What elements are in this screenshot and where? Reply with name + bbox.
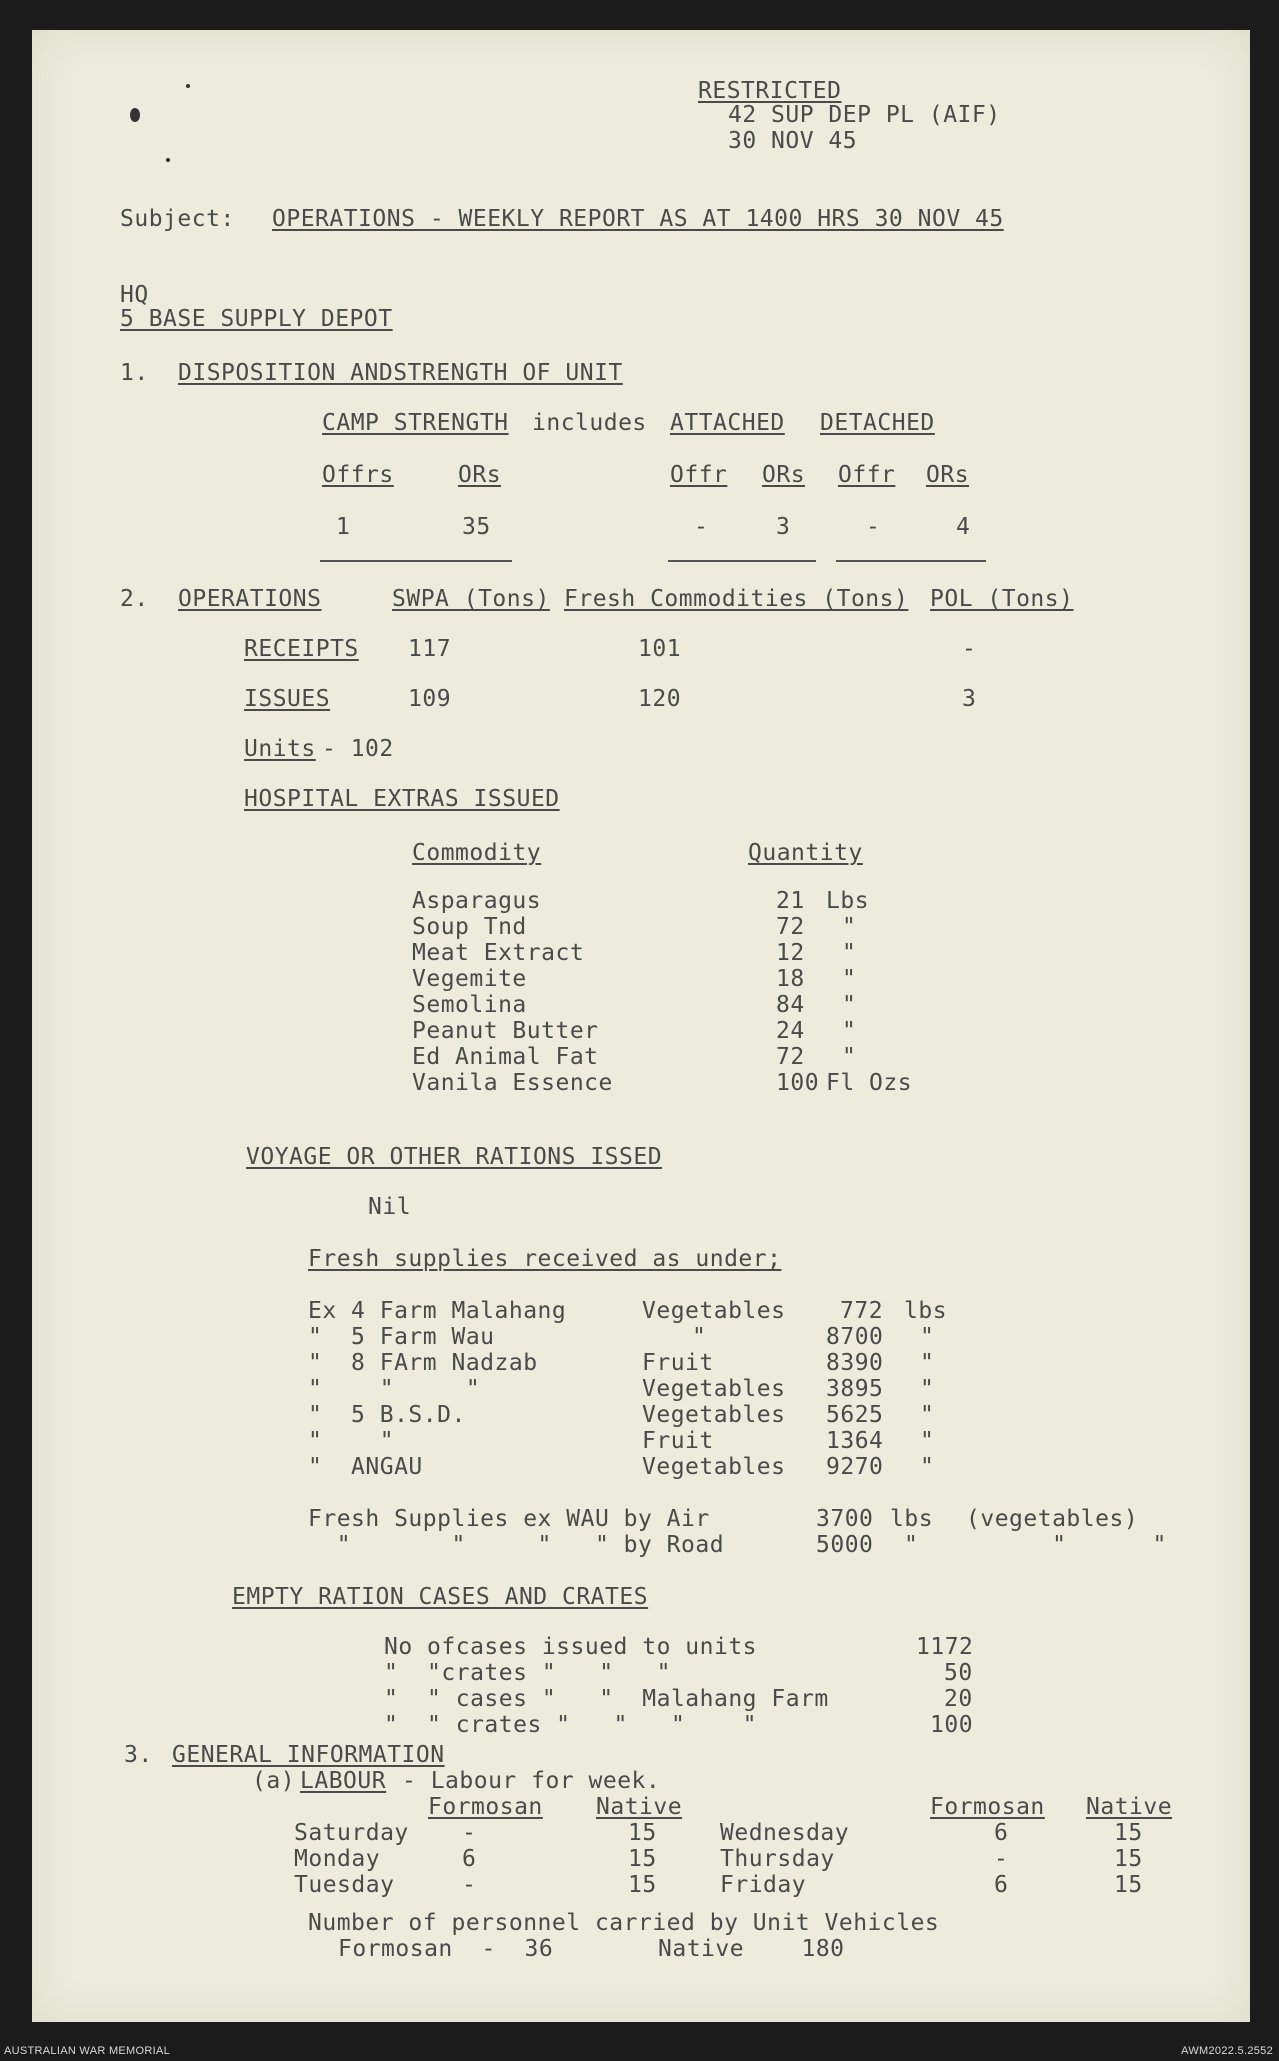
issues-swpa: 109 [408, 686, 452, 712]
commodity-header: Commodity [412, 840, 542, 866]
fresh-type: Fruit [642, 1350, 714, 1376]
issues-fresh: 120 [638, 686, 682, 712]
col-formosan-right: Formosan [930, 1794, 1045, 1820]
fresh-type: Vegetables [642, 1402, 786, 1428]
sub-a-label: (a) [252, 1768, 296, 1794]
fresh-type: Vegetables [642, 1454, 786, 1480]
addressee-depot: 5 BASE SUPPLY DEPOT [120, 306, 393, 332]
fresh-source: " 5 Farm Wau [308, 1324, 495, 1350]
attached-label: ATTACHED [670, 410, 785, 436]
labour-formosan: - [462, 1820, 477, 1846]
fresh-qty: 9270 [826, 1454, 884, 1480]
fresh-qty: 772 [840, 1298, 884, 1324]
commodity-name: Asparagus [412, 888, 542, 914]
fresh-type: Fruit [642, 1428, 714, 1454]
ink-mark [166, 158, 170, 162]
ink-mark [186, 84, 190, 88]
ink-mark [130, 108, 140, 122]
subject-label: Subject: [120, 206, 235, 232]
voyage-rations-title: VOYAGE OR OTHER RATIONS ISSED [246, 1144, 663, 1170]
commodity-unit: " [842, 1044, 857, 1070]
empty-cases-qty: 1172 [916, 1634, 974, 1660]
footer-reference: AWM2022.5.2552 [1181, 2045, 1273, 2057]
labour-native: 15 [628, 1820, 657, 1846]
commodity-name: Vegemite [412, 966, 527, 992]
receipts-fresh: 101 [638, 636, 682, 662]
document-date: 30 NOV 45 [728, 128, 858, 154]
empty-cases-row: " " crates " " " " [384, 1712, 758, 1738]
commodity-unit: " [842, 940, 857, 966]
personnel-formosan: Formosan - 36 [338, 1936, 554, 1962]
receipts-swpa: 117 [408, 636, 452, 662]
commodity-unit: " [842, 992, 857, 1018]
fresh-type: Vegetables [642, 1298, 786, 1324]
fresh-ex-wau-road-unit: " [904, 1532, 919, 1558]
fresh-ex-wau-air-unit: lbs [890, 1506, 934, 1532]
labour-formosan: - [462, 1872, 477, 1898]
labour-formosan: - [994, 1846, 1009, 1872]
fresh-ex-wau-air-note: (vegetables) [966, 1506, 1139, 1532]
section-1-title: DISPOSITION ANDSTRENGTH OF UNIT [178, 360, 623, 386]
commodity-name: Soup Tnd [412, 914, 527, 940]
receipts-label: RECEIPTS [244, 636, 359, 662]
section-1-number: 1. [120, 360, 149, 386]
personnel-native: Native 180 [658, 1936, 845, 1962]
fresh-unit: " [920, 1454, 935, 1480]
labour-native: 15 [1114, 1820, 1143, 1846]
value-attached-ors: 3 [776, 514, 791, 540]
col-detached-ors: ORs [926, 462, 970, 488]
labour-formosan: 6 [462, 1846, 477, 1872]
fresh-source: " ANGAU [308, 1454, 423, 1480]
fresh-qty: 5625 [826, 1402, 884, 1428]
commodity-qty: 21 [776, 888, 805, 914]
col-native-right: Native [1086, 1794, 1173, 1820]
footer-source: AUSTRALIAN WAR MEMORIAL [4, 2045, 171, 2057]
empty-cases-row: " "crates " " " [384, 1660, 671, 1686]
empty-cases-qty: 100 [930, 1712, 974, 1738]
fresh-source: " " [308, 1428, 395, 1454]
col-detached-offr: Offr [838, 462, 896, 488]
issues-label: ISSUES [244, 686, 331, 712]
commodity-unit: " [842, 966, 857, 992]
labour-native: 15 [1114, 1846, 1143, 1872]
fresh-qty: 8390 [826, 1350, 884, 1376]
col-ors: ORs [458, 462, 502, 488]
personnel-carried-text: Number of personnel carried by Unit Vehicles [308, 1910, 940, 1936]
col-formosan-left: Formosan [428, 1794, 543, 1820]
fresh-ex-wau-road: " " " " by Road [308, 1532, 725, 1558]
commodity-qty: 72 [776, 1044, 805, 1070]
fresh-source: " 5 B.S.D. [308, 1402, 466, 1428]
voyage-rations-value: Nil [368, 1194, 412, 1220]
labour-native: 15 [628, 1846, 657, 1872]
col-pol: POL (Tons) [930, 586, 1074, 612]
units-value: - 102 [322, 736, 394, 762]
classification-restricted: RESTRICTED [698, 78, 842, 104]
fresh-ex-wau-air-qty: 3700 [816, 1506, 874, 1532]
labour-formosan: 6 [994, 1872, 1009, 1898]
empty-cases-qty: 20 [944, 1686, 973, 1712]
units-label: Units [244, 736, 316, 762]
col-attached-offr: Offr [670, 462, 728, 488]
fresh-qty: 3895 [826, 1376, 884, 1402]
fresh-source: " 8 FArm Nadzab [308, 1350, 538, 1376]
commodity-name: Peanut Butter [412, 1018, 599, 1044]
fresh-unit: " [920, 1350, 935, 1376]
section-3-title: GENERAL INFORMATION [172, 1742, 445, 1768]
section-3-number: 3. [124, 1742, 153, 1768]
commodity-name: Semolina [412, 992, 527, 1018]
fresh-type: " [692, 1324, 707, 1350]
labour-day: Tuesday [294, 1872, 395, 1898]
attached-rule [668, 560, 816, 562]
includes-label: includes [532, 410, 647, 436]
fresh-ex-wau-road-note: " " [966, 1532, 1167, 1558]
col-attached-ors: ORs [762, 462, 806, 488]
commodity-unit: " [842, 914, 857, 940]
fresh-qty: 8700 [826, 1324, 884, 1350]
commodity-unit: Fl Ozs [826, 1070, 913, 1096]
commodity-name: Meat Extract [412, 940, 585, 966]
fresh-unit: lbs [904, 1298, 948, 1324]
addressee-hq: HQ [120, 282, 149, 308]
labour-title: LABOUR [300, 1768, 387, 1794]
fresh-source: " " " [308, 1376, 481, 1402]
receipts-pol: - [962, 636, 977, 662]
fresh-supplies-title: Fresh supplies received as under; [308, 1246, 782, 1272]
issues-pol: 3 [962, 686, 977, 712]
labour-native: 15 [628, 1872, 657, 1898]
labour-day: Saturday [294, 1820, 409, 1846]
labour-subtitle: - Labour for week. [402, 1768, 661, 1794]
labour-day: Wednesday [720, 1820, 850, 1846]
value-detached-offr: - [866, 514, 881, 540]
empty-cases-title: EMPTY RATION CASES AND CRATES [232, 1584, 649, 1610]
commodity-qty: 18 [776, 966, 805, 992]
detached-rule [836, 560, 986, 562]
col-native-left: Native [596, 1794, 683, 1820]
fresh-unit: " [920, 1324, 935, 1350]
hospital-extras-title: HOSPITAL EXTRAS ISSUED [244, 786, 560, 812]
commodity-qty: 24 [776, 1018, 805, 1044]
labour-native: 15 [1114, 1872, 1143, 1898]
col-fresh-commodities: Fresh Commodities (Tons) [564, 586, 909, 612]
commodity-qty: 100 [776, 1070, 820, 1096]
fresh-qty: 1364 [826, 1428, 884, 1454]
camp-strength-label: CAMP STRENGTH [322, 410, 509, 436]
document-page [32, 30, 1250, 2022]
empty-cases-row: No ofcases issued to units [384, 1634, 758, 1660]
fresh-source: Ex 4 Farm Malahang [308, 1298, 567, 1324]
value-offrs: 1 [336, 514, 351, 540]
commodity-unit: " [842, 1018, 857, 1044]
value-ors: 35 [462, 514, 491, 540]
fresh-type: Vegetables [642, 1376, 786, 1402]
detached-label: DETACHED [820, 410, 935, 436]
commodity-name: Ed Animal Fat [412, 1044, 599, 1070]
section-2-title: OPERATIONS [178, 586, 322, 612]
commodity-qty: 12 [776, 940, 805, 966]
commodity-unit: Lbs [826, 888, 870, 914]
commodity-qty: 84 [776, 992, 805, 1018]
empty-cases-qty: 50 [944, 1660, 973, 1686]
strength-rule [320, 560, 512, 562]
value-attached-offr: - [694, 514, 709, 540]
labour-day: Monday [294, 1846, 381, 1872]
col-swpa: SWPA (Tons) [392, 586, 550, 612]
labour-day: Friday [720, 1872, 807, 1898]
fresh-ex-wau-road-qty: 5000 [816, 1532, 874, 1558]
empty-cases-row: " " cases " " Malahang Farm [384, 1686, 829, 1712]
labour-formosan: 6 [994, 1820, 1009, 1846]
col-offrs: Offrs [322, 462, 394, 488]
section-2-number: 2. [120, 586, 149, 612]
fresh-ex-wau-air: Fresh Supplies ex WAU by Air [308, 1506, 710, 1532]
commodity-name: Vanila Essence [412, 1070, 613, 1096]
value-detached-ors: 4 [956, 514, 971, 540]
subject-text: OPERATIONS - WEEKLY REPORT AS AT 1400 HRS 30 NOV 45 [272, 206, 1004, 232]
quantity-header: Quantity [748, 840, 863, 866]
fresh-unit: " [920, 1428, 935, 1454]
unit-designation: 42 SUP DEP PL (AIF) [728, 102, 1001, 128]
fresh-unit: " [920, 1376, 935, 1402]
commodity-qty: 72 [776, 914, 805, 940]
labour-day: Thursday [720, 1846, 835, 1872]
fresh-unit: " [920, 1402, 935, 1428]
